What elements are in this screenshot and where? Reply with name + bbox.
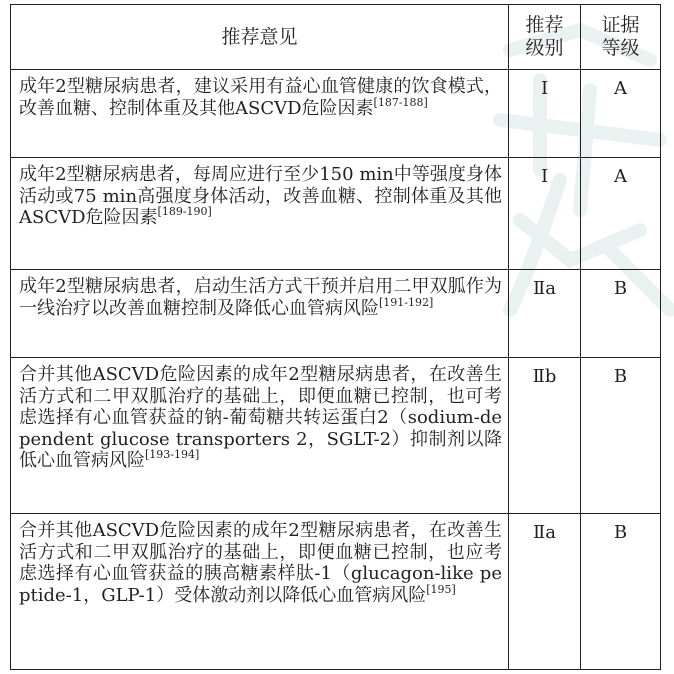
- recommendation-table: [10, 4, 661, 670]
- table-row: [11, 514, 661, 670]
- grade-cell: Ⅱa: [509, 270, 581, 358]
- grade-cell: Ⅰ: [509, 70, 581, 158]
- recommendation-text: 合并其他ASCVD危险因素的成年2型糖尿病患者，在改善生活方式和二甲双胍治疗的基础上，即便血糖已控制，也可考虑选择有心血管获益的钠-葡萄糖共转运蛋白2（sodium-dependent glucose transporters 2，SGLT-2）抑制剂以降低心血管病风险: [19, 364, 502, 471]
- evidence-cell: A: [581, 158, 661, 270]
- table-row: [11, 158, 661, 270]
- recommendation-cell: [11, 358, 509, 514]
- grade-cell: Ⅱb: [509, 358, 581, 514]
- recommendation-cell: [11, 158, 509, 270]
- evidence-cell: A: [581, 70, 661, 158]
- grade-cell: Ⅰ: [509, 158, 581, 270]
- recommendation-cell: [11, 270, 509, 358]
- evidence-cell: B: [581, 358, 661, 514]
- evidence-cell: B: [581, 270, 661, 358]
- recommendation-text: 成年2型糖尿病患者，启动生活方式干预并启用二甲双胍作为一线治疗以改善血糖控制及降低心血管病风险: [19, 276, 502, 319]
- recommendation-text: 成年2型糖尿病患者，建议采用有益心血管健康的饮食模式，改善血糖、控制体重及其他ASCVD危险因素: [19, 76, 502, 119]
- reference-mark: [193-194]: [145, 448, 200, 461]
- reference-mark: [187-188]: [373, 95, 428, 109]
- table-row: [11, 358, 661, 514]
- recommendation-cell: [11, 70, 509, 158]
- evidence-cell: B: [581, 514, 661, 670]
- grade-cell: Ⅱa: [509, 514, 581, 670]
- header-evidence: [581, 5, 661, 70]
- header-grade-text: 推荐级别: [525, 14, 564, 59]
- table-row: [11, 70, 661, 158]
- table-row: [11, 270, 661, 358]
- recommendation-text: 成年2型糖尿病患者，每周应进行至少150 min中等强度身体活动或75 min高强度身体活动，改善血糖、控制体重及其他ASCVD危险因素: [19, 164, 502, 228]
- header-evidence-text: 证据等级: [601, 14, 640, 59]
- table-header-row: [11, 5, 661, 70]
- reference-mark: [191-192]: [379, 295, 434, 309]
- header-recommendation: 推荐意见: [11, 5, 509, 70]
- header-grade: [509, 5, 581, 70]
- reference-mark: [189-190]: [157, 205, 212, 218]
- reference-mark: [195]: [426, 582, 456, 596]
- recommendation-cell: [11, 514, 509, 670]
- recommendation-text: 合并其他ASCVD危险因素的成年2型糖尿病患者，在改善生活方式和二甲双胍治疗的基础上，即便血糖已控制，也应考虑选择有心血管获益的胰高糖素样肽-1（glucagon-like peptide-1，GLP-1）受体激动剂以降低心血管病风险: [19, 520, 502, 606]
